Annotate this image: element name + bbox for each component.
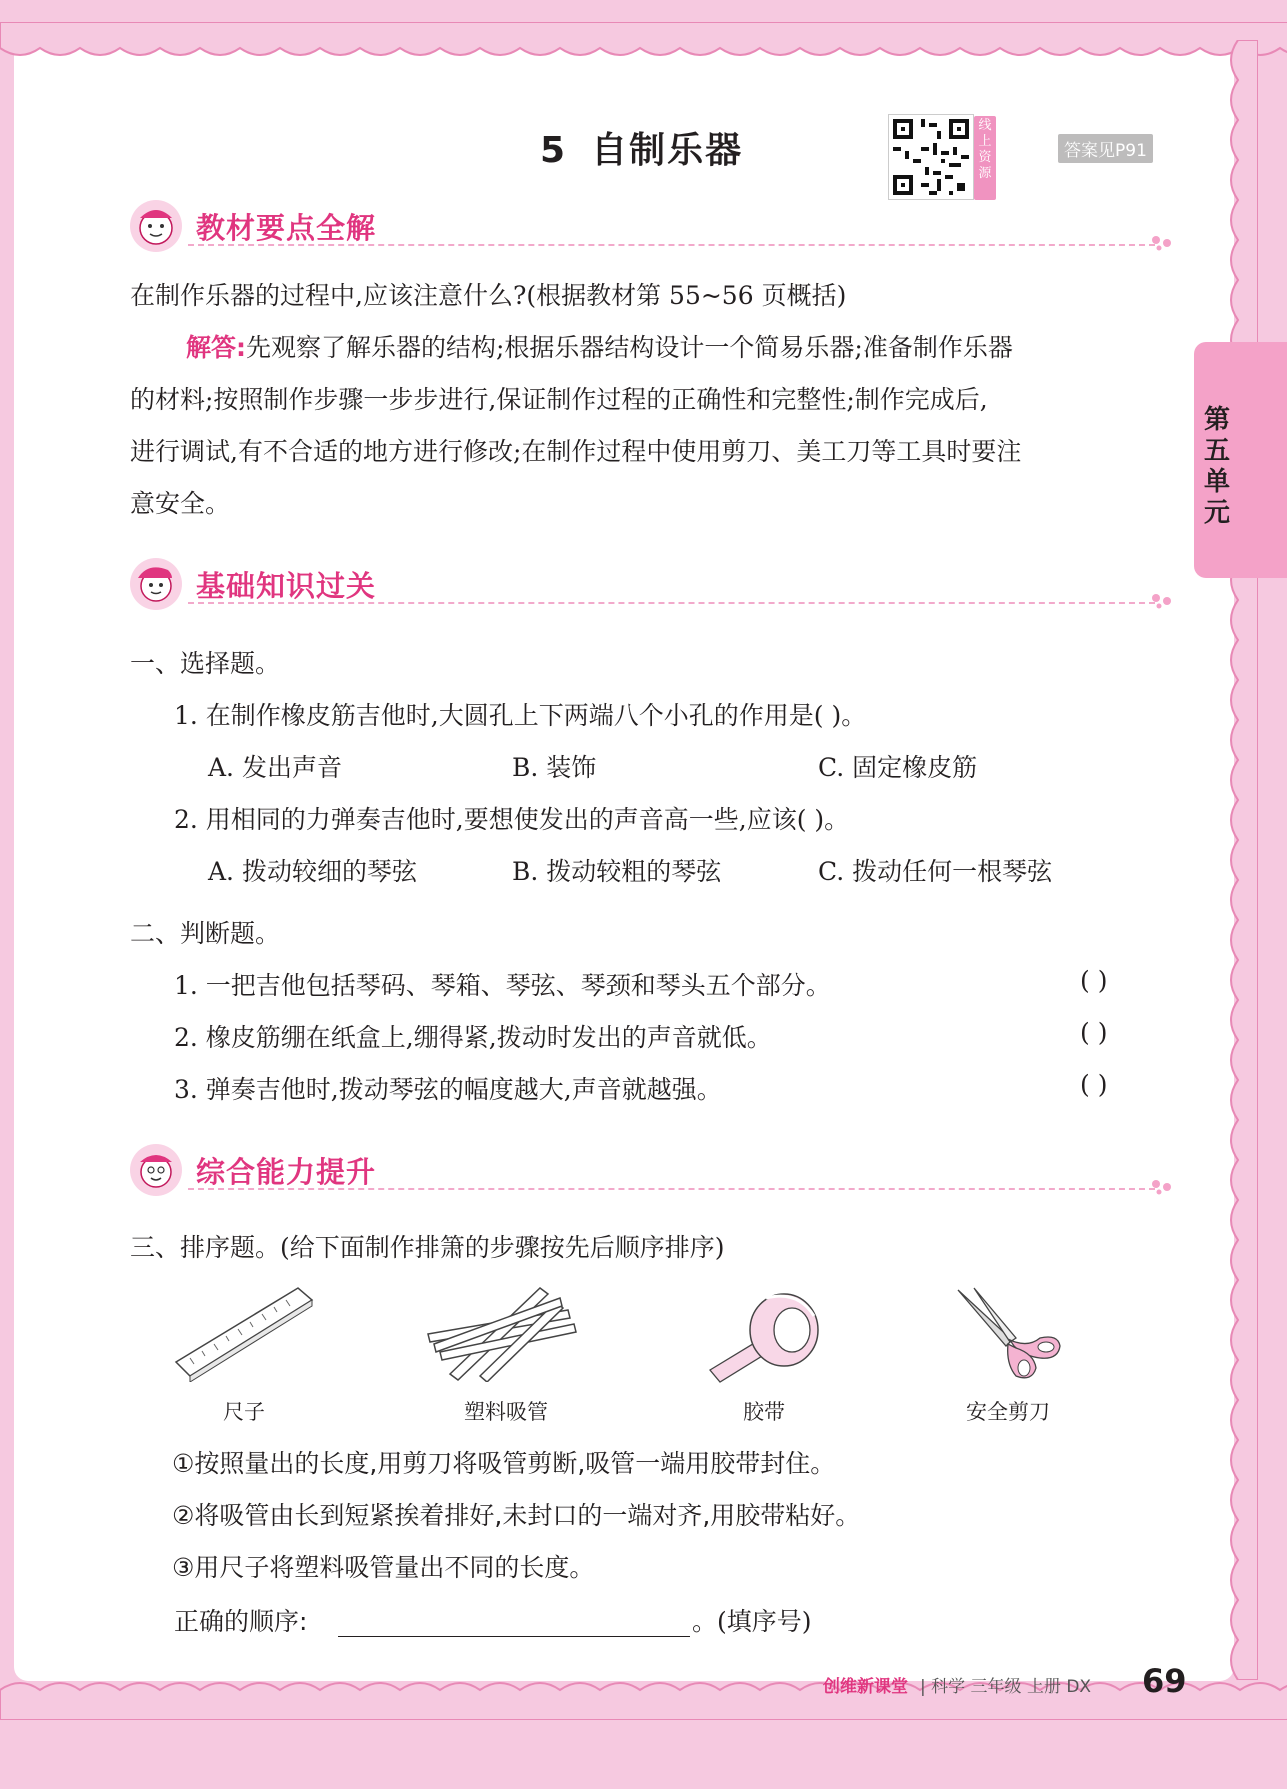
answer-line-3: 进行调试,有不合适的地方进行修改;在制作过程中使用剪刀、美工刀等工具时要注	[130, 437, 1022, 466]
mascot-icon	[128, 1142, 184, 1198]
qr-code-icon[interactable]	[888, 114, 974, 200]
qr-label: 线上资源	[974, 116, 996, 200]
q1-option-b[interactable]: B. 装饰	[512, 753, 597, 782]
judge-1-text: 1. 一把吉他包括琴码、琴箱、琴弦、琴颈和琴头五个部分。	[174, 971, 831, 1000]
tool-caption-scissors: 安全剪刀	[966, 1400, 1050, 1424]
section-heading-text: 基础知识过关	[196, 569, 377, 603]
step-1: ①按照量出的长度,用剪刀将吸管剪断,吸管一端用胶带封住。	[172, 1449, 836, 1478]
q2-stem: 2. 用相同的力弹奏吉他时,要想使发出的声音高一些,应该( )。	[174, 805, 850, 834]
section-heading-text: 综合能力提升	[196, 1155, 377, 1189]
heading-dots-icon	[1151, 1179, 1173, 1195]
tool-caption-tape: 胶带	[743, 1400, 785, 1424]
part3-note: (给下面制作排箫的步骤按先后顺序排序)	[280, 1233, 725, 1262]
heading-dashed-line	[188, 1188, 1155, 1190]
part2-title: 二、判断题。	[130, 919, 281, 948]
step-3: ③用尺子将塑料吸管量出不同的长度。	[172, 1553, 595, 1582]
lesson-number: 5	[540, 130, 568, 171]
step-2: ②将吸管由长到短紧挨着排好,未封口的一端对齐,用胶带粘好。	[172, 1501, 861, 1530]
answer-label: 解答:	[186, 333, 246, 362]
mascot-icon	[128, 556, 184, 612]
part1-title: 一、选择题。	[130, 649, 281, 678]
unit-side-tab-text: 第五单元	[1203, 405, 1230, 528]
section-heading-key-points	[128, 198, 1173, 254]
order-suffix: 。(填序号)	[692, 1607, 812, 1636]
footer-brand: 创维新课堂	[823, 1677, 908, 1697]
q1-option-c[interactable]: C. 固定橡皮筋	[818, 753, 978, 782]
footer-book-info: | 科学 三年级 上册 DX	[920, 1677, 1092, 1697]
q2-option-b[interactable]: B. 拨动较粗的琴弦	[512, 857, 722, 886]
judge-2-text: 2. 橡皮筋绷在纸盒上,绷得紧,拨动时发出的声音就低。	[174, 1023, 772, 1052]
scissors-icon	[954, 1284, 1064, 1384]
bottom-wave-border	[0, 1660, 1287, 1720]
answer-line-4: 意安全。	[130, 489, 231, 518]
q2-option-a[interactable]: A. 拨动较细的琴弦	[208, 857, 417, 886]
heading-dots-icon	[1151, 593, 1173, 609]
lesson-title-text: 自制乐器	[591, 130, 744, 171]
ruler-icon	[170, 1282, 320, 1382]
lesson-title	[540, 122, 743, 173]
top-wave-border	[0, 22, 1287, 82]
part3-title	[130, 1228, 725, 1264]
part3-title-text: 三、排序题。	[130, 1233, 281, 1262]
tool-caption-straws: 塑料吸管	[464, 1400, 548, 1424]
judge-3-text: 3. 弹奏吉他时,拨动琴弦的幅度越大,声音就越强。	[174, 1075, 722, 1104]
answer-line-1-text: 先观察了解乐器的结构;根据乐器结构设计一个简易乐器;准备制作乐器	[246, 333, 1013, 362]
heading-dots-icon	[1151, 235, 1173, 251]
judge-1-answer-box[interactable]: ( )	[1080, 966, 1108, 995]
q2-option-c[interactable]: C. 拨动任何一根琴弦	[818, 857, 1053, 886]
right-wave-border	[1218, 40, 1258, 1680]
order-label: 正确的顺序:	[174, 1607, 308, 1636]
page-number: 69	[1142, 1662, 1187, 1700]
tool-caption-ruler: 尺子	[223, 1400, 265, 1424]
straws-icon	[420, 1282, 580, 1382]
answer-reference-badge: 答案见P91	[1058, 134, 1153, 163]
q1-stem: 1. 在制作橡皮筋吉他时,大圆孔上下两端八个小孔的作用是( )。	[174, 701, 867, 730]
section-heading-ability	[128, 1142, 1173, 1198]
heading-dashed-line	[188, 602, 1155, 604]
heading-dashed-line	[188, 244, 1155, 246]
mascot-icon	[128, 198, 184, 254]
q1-option-a[interactable]: A. 发出声音	[208, 753, 342, 782]
answer-line-2: 的材料;按照制作步骤一步步进行,保证制作过程的正确性和完整性;制作完成后,	[130, 385, 988, 414]
tape-icon	[706, 1290, 826, 1386]
order-answer-blank[interactable]	[338, 1636, 690, 1637]
judge-2-answer-box[interactable]: ( )	[1080, 1018, 1108, 1047]
judge-3-answer-box[interactable]: ( )	[1080, 1070, 1108, 1099]
section-heading-text: 教材要点全解	[196, 211, 377, 245]
key-question: 在制作乐器的过程中,应该注意什么?(根据教材第 55~56 页概括)	[130, 281, 847, 310]
section-heading-basic-knowledge	[128, 556, 1173, 612]
answer-line-1	[186, 328, 1013, 364]
